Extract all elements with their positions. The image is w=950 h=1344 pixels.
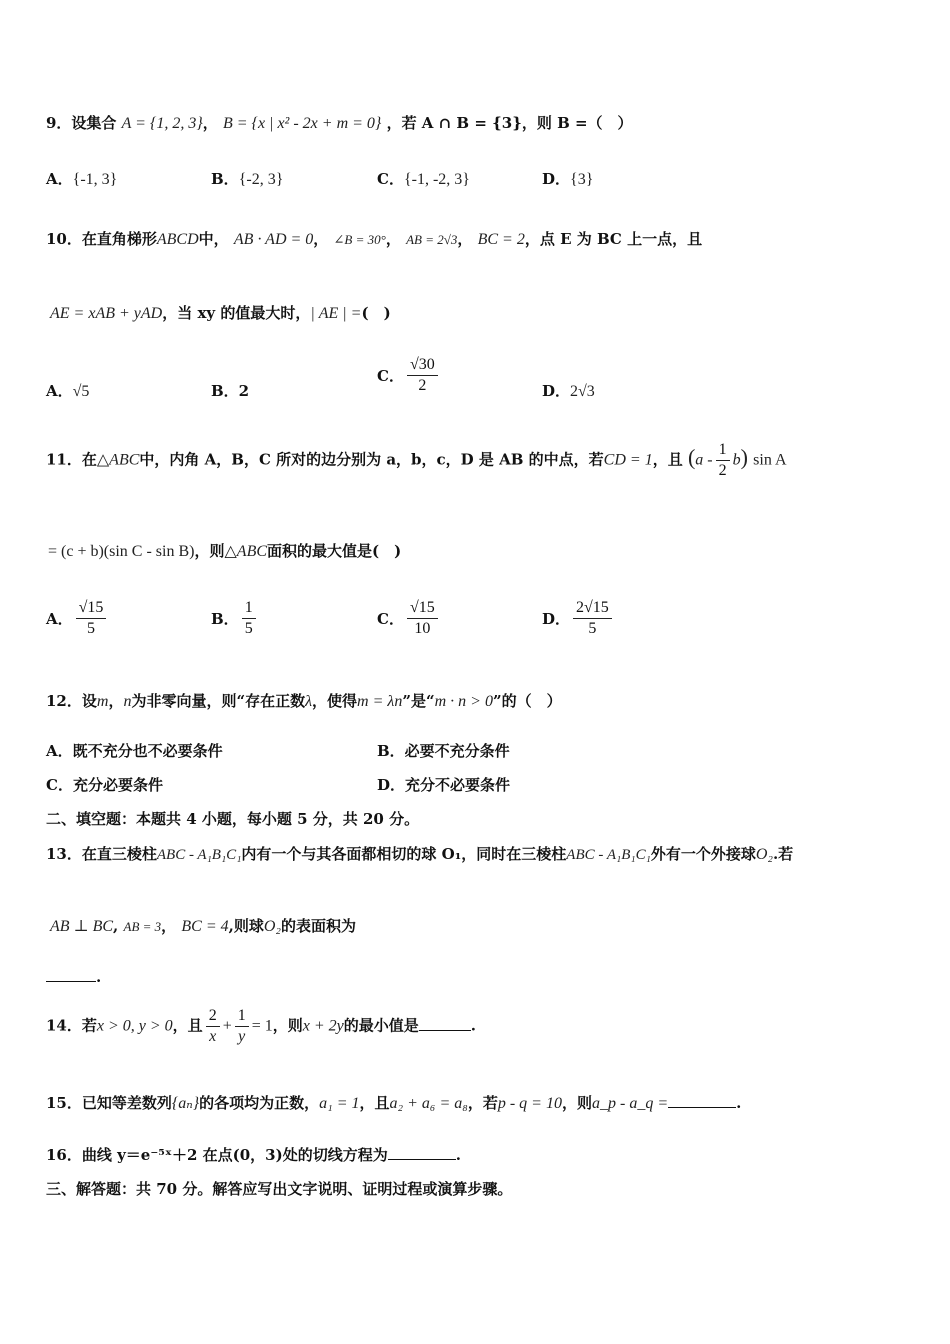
q12-ineq: m · n > 0 <box>434 693 493 710</box>
q9-option-d-value: {3} <box>570 171 594 188</box>
q10-bc: BC = 2 <box>477 231 525 248</box>
q13-text2: 外有一个外接球 <box>650 845 756 863</box>
q11-cd: CD = 1 <box>603 451 653 469</box>
q11-label: 11．在 <box>46 450 97 469</box>
q13-prism2: ABC - A₁B₁C₁ <box>566 847 651 863</box>
q15-answer-blank[interactable] <box>668 1107 736 1108</box>
q10-paren: ( ) <box>361 304 391 322</box>
q10-option-a[interactable]: A．√5 <box>46 382 90 400</box>
q13-o2-b: O₂ <box>263 918 281 935</box>
q12-option-d[interactable]: D．充分不必要条件 <box>377 776 511 794</box>
q14-frac-1: $\frac{2}{x}$ <box>206 1006 220 1047</box>
q10-stem-line1: 10．在直角梯形ABCD中， AB · AD = 0， ∠B = 30°， AB = 2√3， BC = 2，点 E 为 BC 上一点，且 <box>46 230 703 248</box>
q11-option-d[interactable]: D． $\frac{2√15}{5}$ <box>542 598 615 639</box>
q9-option-c-value: {-1, -2, 3} <box>403 171 470 188</box>
q12-option-c[interactable]: C．充分必要条件 <box>46 776 163 794</box>
q10-vector-expr: AE = xAB + yAD <box>50 305 163 322</box>
q10-dot-product: AB · AD = 0 <box>233 231 314 248</box>
q9-condition: ，若 A ∩ B = {3}，则 B =（ ） <box>386 114 633 132</box>
q11-expr-a: a - <box>695 451 713 469</box>
q15-text4: ，则 <box>561 1094 592 1112</box>
q12-option-a[interactable]: A．既不充分也不必要条件 <box>46 742 223 760</box>
q9-option-b-value: {-2, 3} <box>238 171 284 188</box>
q12-text4: ”的（ ） <box>492 692 562 710</box>
section-2-heading: 二、填空题：本题共 4 小题，每小题 5 分，共 20 分。 <box>46 810 420 828</box>
q13-perp: AB ⊥ BC <box>50 918 114 935</box>
q9-stem: 9．设集合 A = {1, 2, 3}， B = {x | x² - 2x + m = 0} ，若 A ∩ B = {3}，则 B =（ ） <box>46 114 633 132</box>
q13-text1: 内有一个与其各面都相切的球 O₁，同时在三棱柱 <box>241 845 567 863</box>
q16-text: 16．曲线 y＝e⁻⁵ˣ＋2 在点(0，3)处的切线方程为 <box>46 1146 388 1164</box>
q14-answer-blank[interactable] <box>419 1030 471 1031</box>
q14-cond: x > 0, y > 0 <box>96 1017 173 1035</box>
section-3-heading: 三、解答题：共 70 分。解答应写出文字说明、证明过程或演算步骤。 <box>46 1180 513 1198</box>
q12-text2: ，使得 <box>312 692 358 710</box>
q15-text2: ，且 <box>359 1094 390 1112</box>
q15-label: 15．已知等差数列 <box>46 1094 172 1112</box>
q15-diff: a_p - a_q = <box>591 1095 669 1112</box>
q10-option-b[interactable]: B．2 <box>211 382 250 400</box>
q9-option-b[interactable]: B．{-2, 3} <box>211 170 284 188</box>
q12-option-b[interactable]: B．必要不充分条件 <box>377 742 510 760</box>
q10-option-c-frac: $\frac{√30}{2}$ <box>407 355 438 396</box>
q11-stem-line2 <box>48 540 401 561</box>
q14-expr: x + 2y <box>302 1017 344 1035</box>
q10-text-end: ，点 E 为 BC 上一点，且 <box>524 230 703 248</box>
q14-text3: 的最小值是 <box>343 1016 419 1035</box>
q14-text1: ，且 <box>172 1016 203 1035</box>
q10-option-c[interactable]: C． $\frac{√30}{2}$ <box>377 355 441 396</box>
q11-option-a[interactable]: A． $\frac{√15}{5}$ <box>46 598 109 639</box>
q15-a1: a₁ = 1 <box>319 1095 360 1112</box>
q10-abcd: ABCD <box>156 231 199 248</box>
q10-option-d[interactable]: D．2√3 <box>542 382 595 400</box>
q11-text2: ，则 <box>194 542 225 560</box>
q10-angle: ∠B = 30° <box>333 232 386 247</box>
q15-stem: 15．已知等差数列{aₙ}的各项均为正数，a₁ = 1，且a₂ + a₆ = a₈，若p - q = 10，则a_p - a_q = . <box>46 1094 742 1112</box>
q13-bc: BC = 4 <box>181 918 229 935</box>
q15-seq: {aₙ} <box>171 1095 200 1112</box>
q16-answer-blank[interactable] <box>388 1159 456 1160</box>
q9-label: 9．设集合 <box>46 114 117 132</box>
q12-label: 12．设 <box>46 692 97 710</box>
q15-text1: 的各项均为正数， <box>199 1094 320 1112</box>
q12-text1: 为非零向量，则“存在正数 <box>131 692 306 710</box>
q11-half-frac: $\frac{1}{2}$ <box>716 440 730 481</box>
q14-eq: = 1 <box>251 1017 273 1035</box>
q12-eq: m = λn <box>357 693 403 710</box>
q10-text2: ，当 xy 的值最大时， <box>162 304 311 322</box>
q11-stem-line1: 11．在△ABC中，内角 A，B，C 所对的边分别为 a，b，c，D 是 AB 的中点，若CD = 1，且 (a - $\frac{1}{2}$ b) sin A <box>46 441 787 479</box>
q13-label: 13．在直三棱柱 <box>46 845 157 863</box>
q14-stem: 14．若x > 0, y > 0，且 $\frac{2}{x}$ + $\frac{1}{y}$ = 1，则x + 2y的最小值是 . <box>46 1007 477 1045</box>
q11-text-end: 面积的最大值是( ) <box>267 542 402 560</box>
q12-lambda: λ <box>305 693 313 710</box>
q13-stem-line1 <box>46 843 793 864</box>
q13-text3: .若 <box>772 845 794 863</box>
q13-prism: ABC - A₁B₁C₁ <box>156 847 242 863</box>
q9-option-d[interactable]: D．{3} <box>542 170 594 188</box>
q11-expr-sin: sin A <box>753 451 787 469</box>
q15-rel: a₂ + a₆ = a₈ <box>389 1095 468 1112</box>
q14-frac-2: $\frac{1}{y}$ <box>235 1006 249 1047</box>
q9-option-a[interactable]: A．{-1, 3} <box>46 170 118 188</box>
q13-text5: 的表面积为 <box>281 917 357 935</box>
q9-set-a: A = {1, 2, 3} <box>121 115 203 132</box>
q15-text3: ，若 <box>467 1094 498 1112</box>
q10-ab: AB = 2√3 <box>406 232 458 247</box>
q13-o2: O₂ <box>755 846 773 863</box>
q15-pq: p - q = 10 <box>497 1095 562 1112</box>
q11-triangle2: △ABC <box>224 543 268 560</box>
q10-label: 10．在直角梯形 <box>46 230 157 248</box>
q12-n: n <box>123 693 132 710</box>
q10-option-a-value: √5 <box>72 383 90 400</box>
q11-option-c[interactable]: C． $\frac{√15}{10}$ <box>377 598 441 639</box>
q11-option-b[interactable]: B． $\frac{1}{5}$ <box>211 598 259 639</box>
q11-triangle: △ABC <box>96 451 140 469</box>
q11-text: 中，内角 A，B，C 所对的边分别为 a，b，c，D 是 AB 的中点，若 <box>139 450 604 469</box>
q12-stem: 12．设m，n为非零向量，则“存在正数λ，使得m = λn”是“m · n > 0”的（ ） <box>46 692 562 710</box>
q11-and: ，且 <box>652 450 683 469</box>
q9-set-b: B = {x | x² - 2x + m = 0} <box>222 115 382 132</box>
q11-expr-line2: = (c + b)(sin C - sin B) <box>48 543 195 560</box>
q9-option-c[interactable]: C．{-1, -2, 3} <box>377 170 470 188</box>
q13-answer-blank[interactable]: . <box>46 968 101 986</box>
q10-stem-line2 <box>50 302 391 323</box>
q10-abs: | AE | = <box>310 305 362 322</box>
q13-stem-line2: AB ⊥ BC, AB = 3， BC = 4,则球O₂的表面积为 <box>50 917 357 935</box>
q12-text3: ”是“ <box>402 692 435 710</box>
q14-label: 14．若 <box>46 1016 97 1035</box>
q13-ab: AB = 3 <box>123 919 162 934</box>
q13-text4: ,则球 <box>228 917 264 935</box>
q10-option-d-value: 2√3 <box>570 383 595 400</box>
q14-text2: ，则 <box>272 1016 303 1035</box>
q11-expr-b: b <box>732 451 741 469</box>
q12-m: m <box>96 693 109 710</box>
q9-option-a-value: {-1, 3} <box>72 171 118 188</box>
q10-text: 中， <box>198 230 229 248</box>
q16-stem: 16．曲线 y＝e⁻⁵ˣ＋2 在点(0，3)处的切线方程为 . <box>46 1146 461 1164</box>
